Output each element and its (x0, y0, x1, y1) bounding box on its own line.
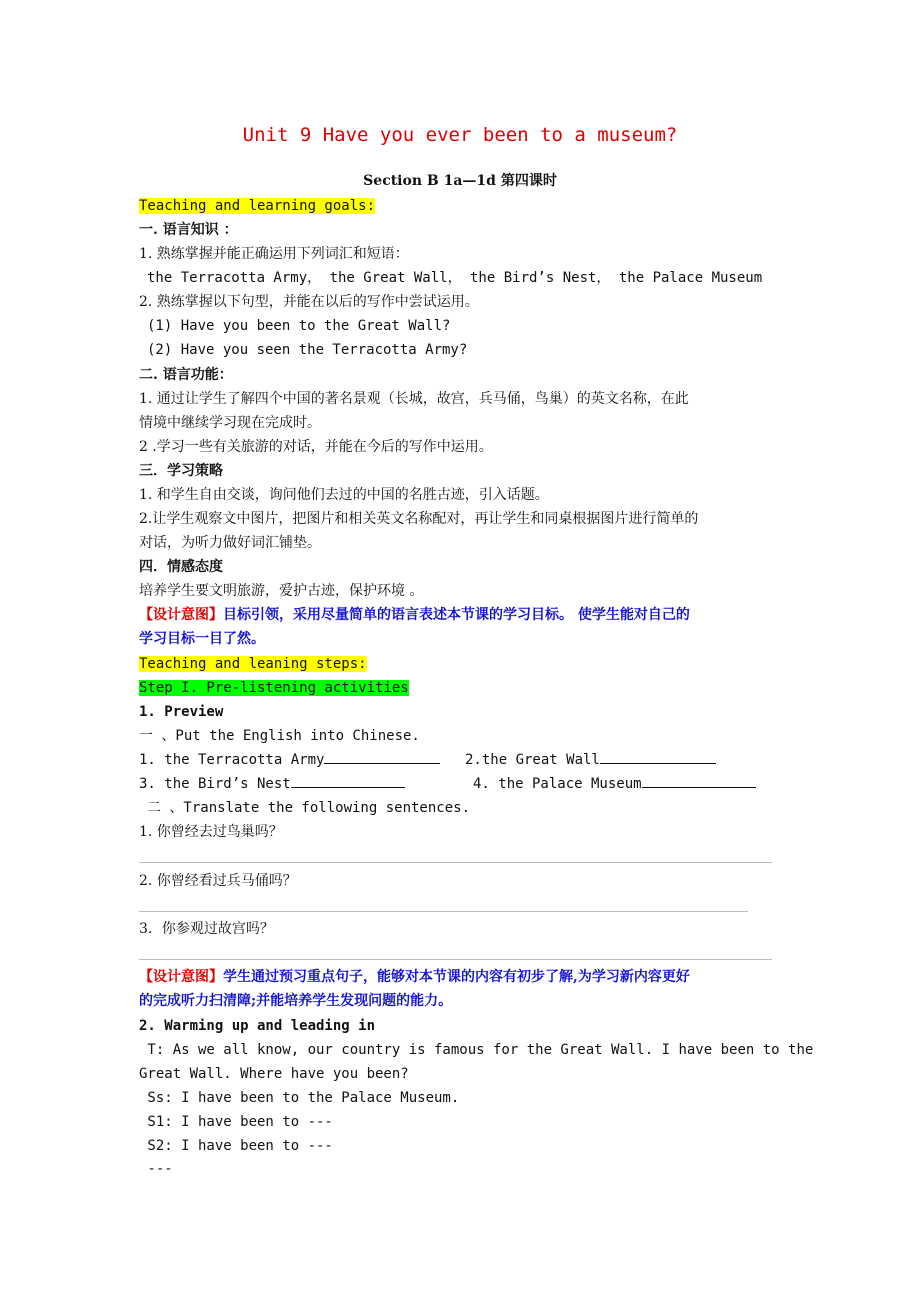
preview-heading: 1. Preview (139, 704, 224, 720)
steps-heading: Teaching and leaning steps: (139, 656, 367, 672)
exercise-item: 4. the Palace Museum (473, 773, 756, 795)
section-heading-language-knowledge: 一. 语言知识 ： (139, 222, 238, 238)
design-note-text-continued: 学习目标一目了然。 (139, 631, 265, 647)
exercise-item: 1. the Terracotta Army (139, 749, 440, 771)
step1-heading: Step I. Pre-listening activities (139, 680, 409, 696)
page-subtitle: Section B 1a—1d 第四课时 (363, 173, 557, 189)
goal-item-continued: 情境中继续学习现在完成时。 (139, 415, 321, 431)
design-note-text: 学生通过预习重点句子，能够对本节课的内容有初步了解,为学习新内容更好 (223, 969, 690, 985)
answer-line[interactable] (139, 911, 748, 912)
goals-heading: Teaching and learning goals: (139, 198, 376, 214)
translate-sentence: 3．你参观过故宫吗？ (139, 921, 274, 937)
goal-item: 2. 熟练掌握以下句型，并能在以后的写作中尝试运用。 (139, 294, 479, 310)
dialogue-line-continued: Great Wall. Where have you been? (139, 1066, 409, 1082)
design-note-tag: 【设计意图】 (139, 607, 223, 623)
design-note (139, 604, 690, 626)
goal-item: 2.让学生观察文中图片，把图片和相关英文名称配对，再让学生和同桌根据图片进行简单的 (139, 511, 699, 527)
dialogue-line: Ss: I have been to the Palace Museum. (139, 1090, 460, 1106)
answer-blank[interactable] (642, 773, 756, 788)
goal-item: 1. 通过让学生了解四个中国的著名景观（长城，故宫，兵马俑，鸟巢）的英文名称，在此 (139, 391, 689, 407)
answer-line[interactable] (139, 862, 772, 863)
dialogue-line: S1: I have been to --- (139, 1114, 333, 1130)
goal-item: 培养学生要文明旅游，爱护古迹，保护环境 。 (139, 583, 424, 599)
vocab-list: the Terracotta Army， the Great Wall， the Bird’s Nest， the Palace Museum (147, 270, 763, 286)
design-note (139, 966, 690, 988)
answer-line[interactable] (139, 959, 772, 960)
exercise-instruction: 一 、Put the English into Chinese. (139, 728, 420, 744)
section-heading-emotion: 四．情感态度 (139, 559, 223, 575)
sentence-pattern: (1) Have you been to the Great Wall? (147, 318, 451, 334)
page-title: Unit 9 Have you ever been to a museum? (242, 124, 678, 146)
exercise-item: 2.the Great Wall (465, 749, 716, 771)
answer-blank[interactable] (324, 749, 440, 764)
goal-item: 1. 和学生自由交谈，询问他们去过的中国的名胜古迹，引入话题。 (139, 487, 549, 503)
dialogue-line: T: As we all know, our country is famous for the Great Wall. I have been to the (139, 1042, 814, 1058)
answer-blank[interactable] (600, 749, 716, 764)
dialogue-line: S2: I have been to --- (139, 1138, 333, 1154)
exercise-item: 3. the Bird’s Nest (139, 773, 405, 795)
goal-item: 2 .学习一些有关旅游的对话，并能在今后的写作中运用。 (139, 439, 493, 455)
design-note-tag: 【设计意图】 (139, 969, 223, 985)
design-note-text-continued: 的完成听力扫清障;并能培养学生发现问题的能力。 (139, 993, 453, 1009)
goal-item: 1. 熟练掌握并能正确运用下列词汇和短语： (139, 246, 409, 262)
exercise-instruction: 二 、Translate the following sentences. (147, 800, 471, 816)
translate-sentence: 2. 你曾经看过兵马俑吗？ (139, 873, 297, 889)
warming-heading: 2. Warming up and leading in (139, 1018, 376, 1034)
answer-blank[interactable] (291, 773, 405, 788)
section-heading-learning-strategy: 三．学习策略 (139, 463, 223, 479)
translate-sentence: 1. 你曾经去过鸟巢吗？ (139, 824, 283, 840)
section-heading-language-function: 二. 语言功能： (139, 367, 233, 383)
sentence-pattern: (2) Have you seen the Terracotta Army? (147, 342, 468, 358)
goal-item-continued: 对话，为听力做好词汇铺垫。 (139, 535, 321, 551)
dialogue-line: --- (139, 1161, 173, 1177)
design-note-text: 目标引领，采用尽量简单的语言表述本节课的学习目标。 使学生能对自己的 (223, 607, 690, 623)
